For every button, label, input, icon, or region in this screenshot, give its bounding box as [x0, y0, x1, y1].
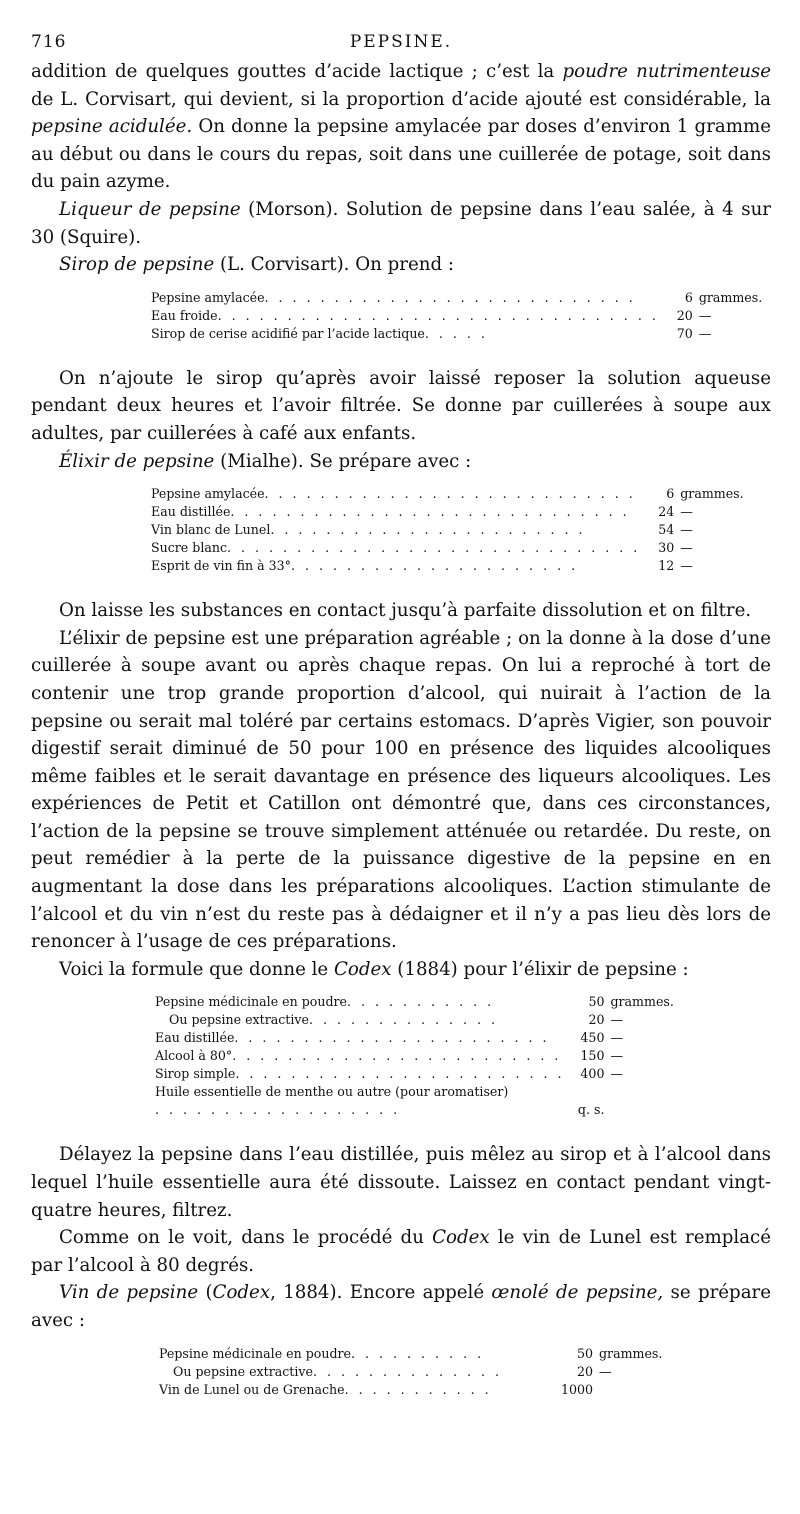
running-header	[31, 28, 771, 58]
recipe-row: Esprit de vin fin à 33°. . . . . . . . . . . . . . . . . . . . . 12 —	[151, 558, 693, 574]
recipe-row: Ou pepsine extractive. . . . . . . . . . . . . . 20 —	[173, 1363, 612, 1379]
paragraph-codex-comparison: Comme on le voit, dans le procédé du Codex le vin de Lunel est remplacé par l’alcool à 80 degrés.	[31, 1227, 771, 1276]
paragraph-preparation-instructions: Délayez la pepsine dans l’eau distillée, puis mêlez au sirop et à l’alcool dans lequel l’huile essentielle aura été dissoute. Laissez en contact pendant vingt-quatre heures, filtrez.	[31, 1144, 771, 1221]
paragraph-vin-de-pepsine: Vin de pepsine (Codex, 1884). Encore appelé œnolé de pepsine, se prépare avec :	[31, 1282, 771, 1331]
recipe-row: Ou pepsine extractive. . . . . . . . . . . . . . 20 —	[169, 1012, 624, 1028]
recipe-codex-elixir-table	[155, 993, 674, 1119]
recipe-row: Vin blanc de Lunel. . . . . . . . . . . . . . . . . . . . . . . 54 —	[151, 522, 693, 538]
recipe-row: Vin de Lunel ou de Grenache. . . . . . . . . . . 1000	[159, 1381, 593, 1397]
recipe-row: Eau distillée. . . . . . . . . . . . . . . . . . . . . . . 450 —	[155, 1030, 624, 1046]
recipe-row: Sirop de cerise acidifié par l’acide lactique. . . . . 70 —	[151, 325, 712, 341]
recipe-row: Sirop simple. . . . . . . . . . . . . . . . . . . . . . . . 400 —	[155, 1066, 624, 1082]
recipe-row: Eau froide. . . . . . . . . . . . . . . . . . . . . . . . . . . . . . . . 20 —	[151, 307, 712, 323]
paragraph-filtration: On laisse les substances en contact jusqu’à parfaite dissolution et on filtre.	[59, 600, 752, 622]
paragraph-elixir-discussion: L’élixir de pepsine est une préparation agréable ; on la donne à la dose d’une cuillerée à soupe avant ou après chaque repas. On lui a reproché à tort de contenir une trop grande proportion d’alcool, qui nuirait à l’action de la pepsine ou serait mal toléré par certains estomacs. D’après Vigier, son pouvoir digestif serait diminué de 50 pour 100 en présence des liquides alcooliques même faibles et le serait davantage en présence des liqueurs alcooliques. Les expériences de Petit et Catillon ont démontré que, dans ces circonstances, l’action de la pepsine se trouve simplement atténuée ou retardée. Du reste, on peut remédier à la perte de la puissance digestive de la pepsine en en augmentant la dose dans les préparations alcooliques. L’action stimulante de l’alcool et du vin n’est du reste pas à dédaigner et il n’y a pas lieu dès lors de renoncer à l’usage de ces préparations.	[31, 627, 771, 953]
recipe-row: Pepsine amylacée. . . . . . . . . . . . . . . . . . . . . . . . . . . 6 grammes.	[151, 486, 744, 502]
recipe-row: Pepsine médicinale en poudre. . . . . . . . . . . 50 grammes.	[155, 994, 674, 1010]
paragraph-poudre-nutrimenteuse: addition de quelques gouttes d’acide lactique ; c’est la poudre nutrimenteuse de L. Corvisart, qui devient, si la proportion d’acide ajouté est considérable, la pepsine acidulée. On donne la pepsine amylacée par doses d’environ 1 gramme au début ou dans le cours du repas, soit dans une cuillerée de potage, soit dans du pain azyme.	[31, 61, 771, 193]
page-number: 716	[31, 32, 67, 52]
recipe-row: Pepsine médicinale en poudre. . . . . . . . . . 50 grammes.	[159, 1345, 663, 1361]
paragraph-liqueur-de-pepsine: Liqueur de pepsine (Morson). Solution de pepsine dans l’eau salée, à 4 sur 30 (Squire).	[31, 198, 771, 248]
recipe-row: Sucre blanc. . . . . . . . . . . . . . . . . . . . . . . . . . . . . . 30 —	[151, 540, 693, 556]
running-title: PEPSINE.	[349, 32, 453, 52]
recipe-row: Alcool à 80°. . . . . . . . . . . . . . . . . . . . . . . . 150 —	[155, 1048, 624, 1064]
recipe-elixir-mialhe-table	[151, 485, 744, 575]
paragraph-elixir-mialhe: Élixir de pepsine (Mialhe). Se prépare avec :	[59, 450, 472, 472]
paragraph-codex-formula-intro: Voici la formule que donne le Codex (1884) pour l’élixir de pepsine :	[59, 958, 689, 980]
paragraph-sirop-de-pepsine: Sirop de pepsine (L. Corvisart). On prend :	[59, 254, 454, 276]
recipe-row: Huile essentielle de menthe ou autre (pour aromatiser). . . . . . . . . . . . . . . . . . q. s.	[155, 1084, 605, 1118]
recipe-vin-de-pepsine-table	[159, 1345, 662, 1399]
recipe-row: Eau distillée. . . . . . . . . . . . . . . . . . . . . . . . . . . . . 24 —	[151, 504, 693, 520]
paragraph-sirop-instructions: On n’ajoute le sirop qu’après avoir laissé reposer la solution aqueuse pendant deux heures et l’avoir filtrée. Se donne par cuillerées à soupe aux adultes, par cuillerées à café aux enfants.	[31, 367, 771, 444]
recipe-row: Pepsine amylacée. . . . . . . . . . . . . . . . . . . . . . . . . . . 6 grammes.	[151, 289, 763, 305]
recipe-sirop-table	[151, 289, 762, 343]
page	[31, 28, 771, 1399]
